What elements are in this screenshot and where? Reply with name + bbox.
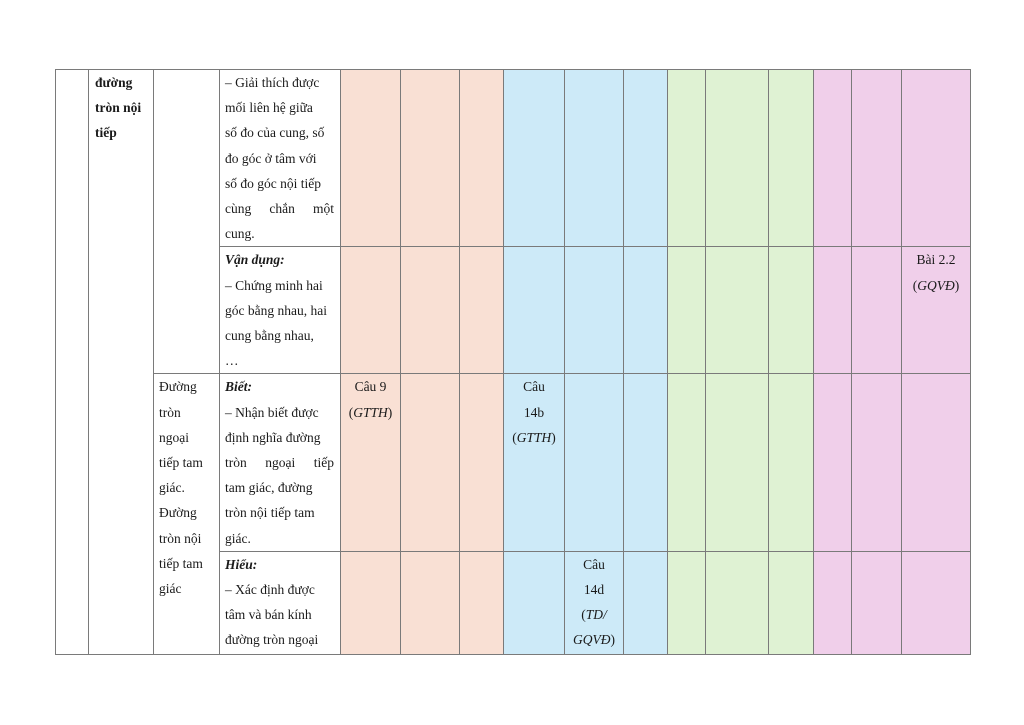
- cell: [706, 247, 769, 374]
- topic-cell: đường tròn nội tiếp: [89, 70, 154, 655]
- cell: [769, 551, 814, 654]
- cell: [852, 374, 902, 551]
- cell: [668, 374, 706, 551]
- cell: [706, 551, 769, 654]
- cell: [814, 551, 852, 654]
- question-cau-9: Câu 9 (GTTH): [341, 374, 401, 551]
- cell: [504, 247, 565, 374]
- cell: [341, 70, 401, 247]
- cell: [401, 551, 460, 654]
- cell: [814, 374, 852, 551]
- cell: [341, 551, 401, 654]
- content-cell: Vận dụng: – Chứng minh hai góc bằng nhau, hai cung bằng nhau, …: [220, 247, 341, 374]
- cell: [902, 551, 971, 654]
- cell: [565, 374, 624, 551]
- table-row: [56, 374, 971, 551]
- assessment-matrix-table: [55, 69, 971, 655]
- cell: [769, 247, 814, 374]
- content-cell: Hiểu: – Xác định được tâm và bán kính đường tròn ngoại: [220, 551, 341, 654]
- content-cell: Biết: – Nhận biết được định nghĩa đường tròn ngoại tiếp tam giác, đường tròn nội tiếp tam giác.: [220, 374, 341, 551]
- cell: [624, 247, 668, 374]
- cell: [668, 551, 706, 654]
- cell: [624, 70, 668, 247]
- cell: [341, 247, 401, 374]
- cell: [624, 551, 668, 654]
- cell: [624, 374, 668, 551]
- cell: [401, 247, 460, 374]
- cell: [668, 247, 706, 374]
- cell: [668, 70, 706, 247]
- cell: [460, 247, 504, 374]
- cell: [852, 247, 902, 374]
- question-bai-2-2: Bài 2.2 (GQVĐ): [902, 247, 971, 374]
- cell: [769, 70, 814, 247]
- cell: [460, 70, 504, 247]
- cell: [401, 70, 460, 247]
- cell: [902, 70, 971, 247]
- cell: [504, 70, 565, 247]
- subtopic-cell-empty: [154, 70, 220, 374]
- content-cell: – Giải thích được mối liên hệ giữa số đo của cung, số đo góc ở tâm với số đo góc nội tiếp cùng chắn một cung.: [220, 70, 341, 247]
- cell: [814, 247, 852, 374]
- cell: [852, 551, 902, 654]
- cell: [401, 374, 460, 551]
- cell: [460, 551, 504, 654]
- cell: [814, 70, 852, 247]
- cell: [769, 374, 814, 551]
- table-row: [56, 70, 971, 247]
- cell: [706, 70, 769, 247]
- cell: [852, 70, 902, 247]
- cell: [504, 551, 565, 654]
- question-cau-14d: Câu 14d (TD/ GQVĐ): [565, 551, 624, 654]
- index-cell: [56, 70, 89, 655]
- cell: [565, 247, 624, 374]
- cell: [902, 374, 971, 551]
- cell: [460, 374, 504, 551]
- subtopic-cell: Đường tròn ngoại tiếp tam giác. Đường tròn nội tiếp tam giác: [154, 374, 220, 654]
- cell: [706, 374, 769, 551]
- question-cau-14b: Câu 14b (GTTH): [504, 374, 565, 551]
- cell: [565, 70, 624, 247]
